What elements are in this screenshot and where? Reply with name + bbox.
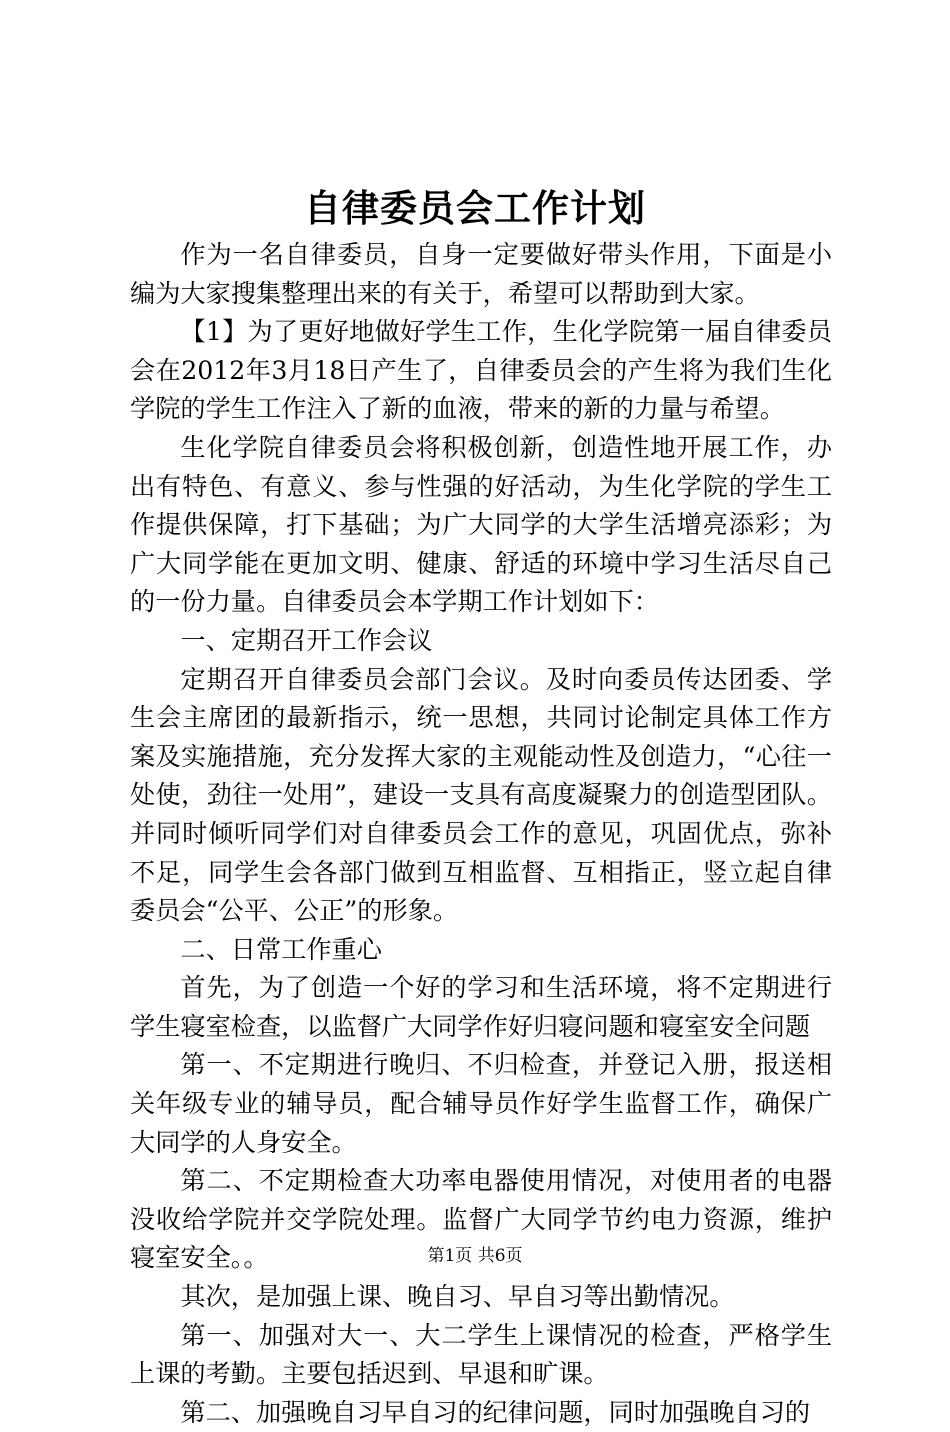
paragraph-electrical: 第二、不定期检查大功率电器使用情况，对使用者的电器没收给学院并交学院处理。监督广大同学节约电力资源，维护寝室安全。。	[130, 1166, 832, 1273]
paragraph-dorm-check: 首先，为了创造一个好的学习和生活环境，将不定期进行学生寝室检查，以监督广大同学作好归寝问题和寝室安全问题	[130, 973, 832, 1041]
paragraph-late-return: 第一、不定期进行晚归、不归检查，并登记入册，报送相关年级专业的辅导员，配合辅导员作好学生监督工作，确保广大同学的人身安全。	[130, 1050, 832, 1157]
section-heading-meetings: 一、定期召开工作会议	[180, 625, 433, 655]
page-footer: 第1页 共6页	[427, 1246, 523, 1266]
paragraph-intro: 作为一名自律委员，自身一定要做好带头作用，下面是小编为大家搜集整理出来的有关于，希望可以帮助到大家。	[130, 240, 832, 308]
paragraph-attendance: 其次，是加强上课、晚自习、早自习等出勤情况。	[180, 1282, 735, 1312]
document-title: 自律委员会工作计划	[304, 186, 646, 230]
section-heading-daily-work: 二、日常工作重心	[180, 934, 382, 964]
paragraph-meetings: 定期召开自律委员会部门会议。及时向委员传达团委、学生会主席团的最新指示，统一思想，共同讨论制定具体工作方案及实施措施，充分发挥大家的主观能动性及创造力，“心往一处使，劲往一处用”，建设一支具有高度凝聚力的创造型团队。并同时倾听同学们对自律委员会工作的意见，巩固优点，弥补不足，同学生会各部门做到互相监督、互相指正，竖立起自律委员会“公平、公正”的形象。	[130, 664, 832, 926]
paragraph-background: 【1】为了更好地做好学生工作，生化学院第一届自律委员会在2012年3月18日产生了，自律委员会的产生将为我们生化学院的学生工作注入了新的血液，带来的新的力量与希望。	[130, 317, 832, 424]
paragraph-goals: 生化学院自律委员会将积极创新，创造性地开展工作，办出有特色、有意义、参与性强的好活动，为生化学院的学生工作提供保障，打下基础；为广大同学的大学生活增亮添彩；为广大同学能在更加文明、健康、舒适的环境中学习生活尽自己的一份力量。自律委员会本学期工作计划如下：	[130, 432, 832, 617]
paragraph-self-study: 第二、加强晚自习早自习的纪律问题，同时加强晚自习的	[180, 1397, 811, 1427]
paragraph-class-check: 第一、加强对大一、大二学生上课情况的检查，严格学生上课的考勤。主要包括迟到、早退和旷课。	[130, 1320, 832, 1389]
